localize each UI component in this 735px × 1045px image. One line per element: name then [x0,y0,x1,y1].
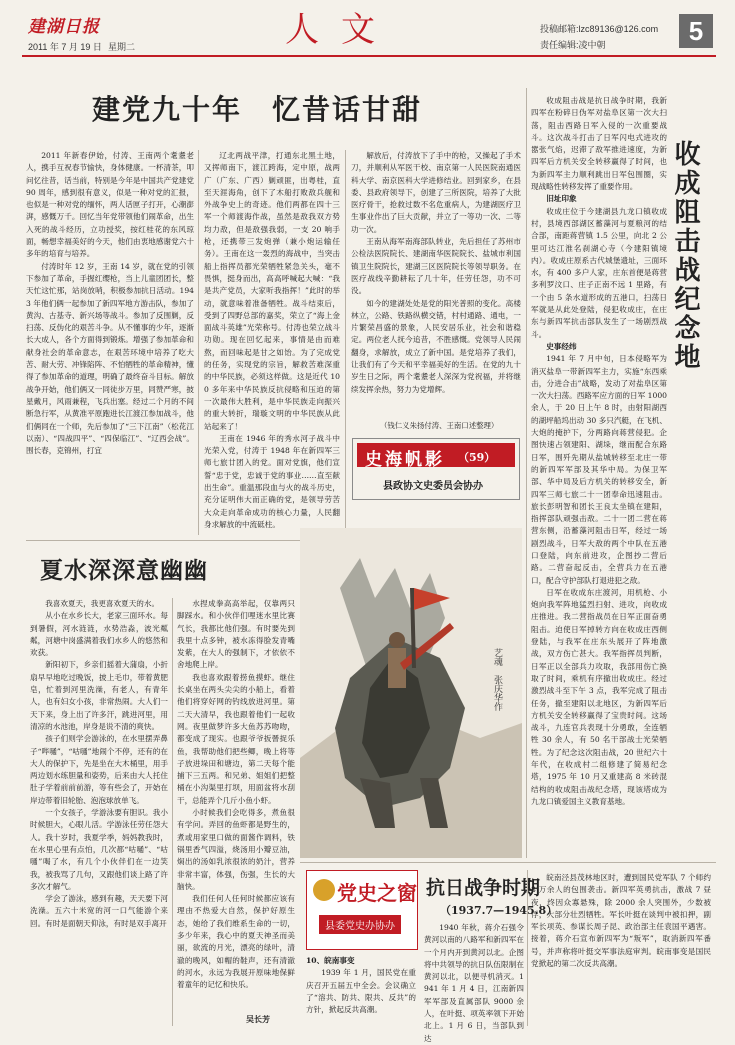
illustration-caption: 艺魂 张庆华作 [492,648,502,711]
article3-title: 收成阻击战纪念地 [670,140,700,372]
article2-column-2 [177,598,295,1010]
article2-author: 吴长芳 [246,1014,270,1024]
series-box [352,438,520,500]
issue-weekday: 星期二 [108,42,136,52]
article4-paragraph: 1940 年秋，蒋介石强令黄河以南的八路军和新四军在一个月内开到黄河以北。企图将中共领导的抗日队伍限制在黄河以北，以便寻机消灭。1941 年 1 月 4 日，江南新四军军部及直属部队 9000 余人，在叶挺、项英率领下开始北上。1 月 6 日，当部队到达 [424,923,524,1043]
masthead [0,0,735,55]
article1-column-2 [204,150,340,535]
article2-column-1 [30,598,168,1026]
illustration-artwork [300,528,522,858]
article1-paragraph: 辽北两战平津，打通东北黑土地，又挥师南下，渡江跨海，定中原，战两广（广东、广西）剿顽匪，出粤桂，直至天涯海角，创下了木船打败敌兵舰和外战争史上的奇迹。他们两都在四十三军一个师渡海作战，虽然是敌我双方势均力敌，但是敌强我弱，一支 20 响手枪，还携带三发炮弹（兼小炮运输任务）。王南在这一轰烈的海战中，当突击船上指挥员都光荣牺牲紧急关头，毫不畏惧，挺身而出，高高呼喊起大喊：“我是共产党员，大家听我指挥！”此时的举动，就意味着准备牺牲。战斗结束后，受到了四野总部的嘉奖，荣立了“海上金面战斗英雄”光荣称号。付涛也荣立战斗功勋。现在回忆起来，事情是由而难熬，而回味起是甘之如饴。为了完成党的任务，实现党的宗旨，解救苦难深重的中华民族，必须这样做。这是近代 100 多年来中华民族反抗侵略和压迫的第一次最伟大胜利，是中华民族走向振兴的重大转折，瑞璇文明的中华民族从此站起来了！ [204,151,340,431]
section-divider [300,862,716,863]
illustration [300,528,522,858]
series-title: 史海帆影 [365,450,445,470]
paper-name-logo: 建湖日报 [28,17,100,37]
submission-email: 投稿邮箱:lzc89136@126.com [540,24,659,34]
article4-subtitle: （1937.7—1945.8） [440,904,558,917]
article4-subheading: 10、皖南事变 [306,956,355,965]
column-divider [526,88,527,858]
article3-subheading: 史事经纬 [546,341,577,351]
article2-paragraph: 孩子们则学会游泳的，在水里摆弄鼻子“哔嗵”，“咕嗵”地闹个不停，还有的在大人的保护下，先是坐在大木桶里，用手两边划水练胆量和姿势，后来由大人托住肚子学着前前前游，等有些会了，开始在岸边带着旧轮胎、泡泡球放单飞。 [30,734,168,805]
party-box-title: 党史之窗 [337,881,417,905]
article3-paragraph: 收成庄位于今建湖县九龙口镇收成村，县境西部湖区蓄藻河与夏粮河的结合部，南距蒋营镇 1.5 公里，向北 2 公里可达江淮名刹湖心寺（今建阳镇境内）。收成庄原系古代城堡遗址，三面环水，有 400 多户人家，庄东首便是蒋营多利罗汶口、庄子正南不远 1 里路，有一个由 5 条水道形成的五港口，扫荡日军就是从此处登陆，侵犯收成庄，在庄东与新四军抗击部队发生了一场剧烈战斗。 [531,206,667,339]
article4-column-c [531,872,711,1027]
series-number: （59） [458,451,496,464]
article2-paragraph: 从小在水乡长大，老家三面环水。每到暑假，河水涟涟，水势浩淼，波光粼粼，河塘中岗盛满着我们水乡人的悠然和欢获。 [30,611,168,658]
masthead-rule [22,55,716,57]
article3-column [531,95,667,860]
page-number: 5 [688,16,704,46]
article1-title: 建党九十年 忆昔话甘甜 [92,93,423,126]
article2-paragraph: 我也喜欢跟着捞鱼摸虾。继住长桌坐在两头尖尖的小船上，看着他们将穿好网的钓线放进河里。第二天大清早，我也跟着他们一起收网。夜里做梦许多大鱼苏苏吻吻，都变成了现实。也跟爷爷扳罾捉乐鱼，我帮助他们把些鲫，晚上将等子放进垛田和塘边，第二天每个能捕下三五两。和兄弟、姐姐们把整桶在小沟渠里打坝，用面盆将水刮干，总能弄个几斤小鱼小虾。 [177,672,295,805]
column-divider [345,150,346,535]
section-title: 人文 [285,10,397,50]
article2-title: 夏水深深意幽幽 [40,557,208,584]
article4-title: 抗日战争时期 [426,877,541,899]
article3-paragraph: 收成阻击战是抗日战争时期，我新四军在粉碎日伪军对盐阜区第一次大扫荡，阻击西路日军入侵的一次重要战斗。这次战斗打击了日军闪电式进攻的嚣张气焰，迟滞了敌军推进速度，为新四军后方机关安全转移赢得了时间，也为新四军主力顺利跳出日军包围圈，实现战略性转移发挥了重要作用。 [531,96,667,192]
article3-subheading: 旧址印象 [546,194,577,204]
party-box-subtitle: 县委党史办协办 [319,915,401,934]
column-divider [198,150,199,535]
issue-date: 2011 年 7 月 19 日 [28,42,102,52]
article2-paragraph: 小时候我们会吃得多，煮鱼很有学问。弄回的鱼虾都是野生的，煮或用家里口做的面酱作调料，铁锅里香气四溢，烧汤用小瓣豆油，焖出的汤如乳浓很浓的奶汁，营养非常丰富，体强，伤强，生长的大脑快。 [177,808,295,891]
article1-paragraph: 王南在 1946 年的秀水河子战斗中光荣入党，付涛于 1948 年在新四军三师七旅廿团入的党。面对党旗，他们宣誓“忠于党，忠诚于党的事业……直至献出生命”。重温那段血与火的战斗历史，充分证明伟大而正确的党，是领导劳苦大众走向革命成功的核心力量，人民翻身求解放的中流砥柱。 [204,433,340,529]
article4-paragraph: 皖南泾县茂林地区时，遭到国民党军队 7 个师约 8 万余人的包围袭击。新四军英勇抗击，激战 7 昼夜，终因众寡悬殊，除 2000 余人突围外，少数被俘，大部分壮烈牺牲。军长叶挺在谈判中被扣押，副军长项英、参谋长周子昆、政治部主任袁国平遇害。接着，蒋介石宣布新四军为“叛军”，取消新四军番号，并声称将叶挺交军事法庭审判。皖南事变是国民党掀起的第二次反共高潮。 [531,873,711,969]
article1-paragraph: 2011 年新春伊始，付涛、王南两个耄耋老人，携手互祝春节愉快，身体健康。一杯清茶，叩问忆往昔，话当前，特别是今年是中国共产党建党 90 周年，感到很有意义，似是一种对党的汇报，也似是一种对党的缅怀，两人话匣子打开，心潮澎湃，感慨万千。回忆当年党带领他们闹革命，出生入死的战斗经历，立功授奖，按红桂花的东风琼面，畅想幸福美好的今天，他们由衷地感谢党六十多年的培育与培养。 [26,151,194,259]
article1-paragraph: 王南从海军南海部队转业，先后担任了苏州市公检法医院院长、建湖南华医院院长、盐城市利国镇卫生院院长，建湖三区医院院长等领导职务。在医疗战线辛勤耕耘了几十年，任劳任怨，功不可没。 [351,237,521,296]
article3-paragraph: 日军在收成东庄渡河，用机枪、小炮向我军阵地猛烈扫射、进攻，向收成庄推进。我二营指战员在日军正面奋勇阻击。迫使日军掉转方向在收成庄西侧登陆，与我军在庄东头展开了阵地激战，双方伤亡甚大。我军指挥员判断，日军正以全部兵力攻取，我部用伤亡换取了时间，乘机有序撤出收成庄。经过激烈战斗至下午 3 点，我军完成了阻击任务，撤至建阳以北地区，为新四军后方机关安全转移赢得了宝贵时间。这场战斗，九连官兵表现十分勇敢，全连牺牲 30 余人，有 50 名干部战士光荣牺牲。为了纪念这次阻击战，20 世纪六十年代，在收成村二组修建了简易纪念塔，1975 年 10 月又重建高 8 米砖混结构的收成阻击战纪念塔，现该塔成为九龙口镇爱国主义教育基地。 [531,587,667,806]
column-divider [527,870,528,1026]
article4-column-a [306,955,416,1025]
article2-paragraph: 学会了游泳，感到有趣，天天要下河洗澡。五六十米宽的河一口气能游个来回。有时是面朝天仰泳，有时是双手离开 [30,894,168,928]
article2-paragraph: 新阳初下，乡亲们摇着大蒲扇，小折扇早早地吃过晚饭，披上毛巾，带着黄肥皂，忙着到河里洗澡，有老人，有青年人，也有妇女小孩，非常热闹。大人们一天下来，身上出了许多汗，跳进河里，用清凉的水池池，岸身是说不清的爽快。 [30,660,168,731]
article2-paragraph: 水捏成拳高高举起，仅靠两只脚踩水。和小伙伴们哩迷水里比赛气长，我都比他们强。有时要先到我里十点多钟，被水冻得脸发青嘴发紫，在大人的强制下，才依依不舍地爬上岸。 [177,599,295,670]
article1-paragraph: 解放后，付涛放下了手中的枪，又操起了手术刀，并顺利从军医干校、南京第一人民医院南通医科大学、南京医科大学进修结业。回到家乡，在县委、县政府领导下，创建了三所医院，培养了大批医疗骨干，抢救过数不名危重病人，为建湖医疗卫生事业作出了巨大贡献，并立了一等功一次、二等功一次。 [351,151,521,234]
article2-paragraph: 我喜欢夏天，我更喜欢夏天的水。 [45,599,160,608]
series-subtitle: 县政协文史委员会协办 [383,481,483,492]
article3-paragraph: 1941 年 7 月中旬，日本侵略军为消灭盐阜一带新四军主力，实施“东西乘击，分进合击”战略，发动了对盐阜区第一次大扫荡。西路军应方面的日军 1000 余人，于 20 日上午 8 时，由射阳湖西的湖坪船坞出动 30 多只汽艇，在飞机、大炮的掩护下，分两路向蒋营侵犯。企图快速占领建阳、湖垛，继而配合东路日军，围歼先期从盐城转移至北庄一带的新四军军部及其华中局。为保卫军部、华中局及后方机关的转移安全，新四军三师七旅二十一团奉命迅速阻击。旅长彭明智和团长王良太坐镇在建阳，指挥部队顽强击敌。二十一团二营在蒋营东侧，沿蓄藻河阻击日军，经过一场剧烈战斗，日军大敌的两个中队在五港口登陆，向东前进攻，企图抄二营后路。二营奋起反击，全营兵力在五港口，配合守护部队打退进犯之敌。 [531,354,667,585]
article4-paragraph: 1939 年 1 月，国民党在重庆召开五届五中全会。会议确立了“溶共、防共、限共、反共”的方针，掀起反共高潮。 [306,968,416,1015]
party-history-box [306,870,418,950]
page-number-badge [679,14,713,48]
party-emblem-icon [313,879,335,901]
article1-column-1 [26,150,194,535]
article4-column-b [424,922,524,1043]
responsible-editor: 责任编辑:凌中朝 [540,40,606,50]
column-divider [172,598,173,1026]
article1-author: （钱仁义朱扬付涛、王南口述整理） [380,421,499,430]
article2-paragraph: 我们任何人任何时候都应该有理由不热爱大自然，保护好原生态，她给了我们维系生命的一切，多少年来，我心中的夏天神圣而美丽，欲流的月光，漂亮的绿叶，清澈的晚风，如帽的鞋声，还有清澈的河水，永远为我展开原味地保鲜着童年的记忆和快乐。 [177,894,295,990]
article1-column-3 [351,150,521,415]
article2-paragraph: 一个女孩子，学游泳要有胆识。我小时候胆大，心眼儿活。学游泳任劳任怨大人。我十岁时，我夏学季，妈妈教我时，在水里心里有点怕，几次都“咕嗵”、“咕嗵”喝了水，有几个小伙伴们在一边笑我，被我骂了几句，又跟他们谈上路了许多次才解气。 [30,808,168,891]
article1-paragraph: 付涛时年 12 岁，王南 14 岁，就在党的引领下参加了革命，手握红缨枪，当上儿童团团长，整天忙这忙那，站岗放哨，积极参加抗日活动。1943 年他们俩一起参加了新四军地方游击队，参加了黄沟、古基寺、新兴场等战斗。参加了反围剿，反扫荡、反伪化的艰苦斗争。从不懂事的少年，逐渐长大成人，各个方面得到锻炼。增强了参加革命和献身社会的革命意志，在艰苦环境中培养了吃大苦、耐大劳、冲锋陷阵、不怕牺牲的革命精神，懂得了参加革命的道理，明确了最终奋斗目标。解放战争开始，他们俩又一同徒步万里，同赞严寒，披星戴月，风雨兼程，飞兵出塞。经过二个月的不间断急行军，从黄准平原跑进长江渡江参加战斗，他们俩同在一个师，先后参加了“三下江南”（松花江以南）、“四战四平”、“四保临江”、“辽西会战”。围长春，克锦州，打宜 [26,261,194,456]
article1-paragraph: 如今的建湖处处是党的阳光普照的变化。高楼林立，公路、铁路纵横交错，村村通路、通电，一片繁荣昌盛的景象，人民安居乐业，社会和谐稳定。两位老人抚今追昔，不胜感慨。党领导人民闹翻身，求解放，成立了新中国。是党培养了我们，让我们有了今天和平幸福美好的生活。在党的九十岁生日之际，两个耄耋老人深深为党祝福，并将继续发挥余热，努力为党增辉。 [351,298,521,394]
